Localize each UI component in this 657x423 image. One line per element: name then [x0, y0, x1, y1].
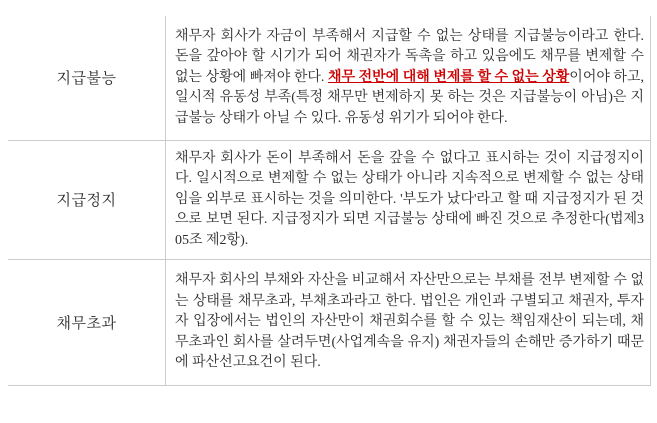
definition-text: 채무자 회사가 돈이 부족해서 돈을 갚을 수 없다고 표시하는 것이 지급정지이다. 일시적으로 변제할 수 없는 상태가 아니라 지속적으로 변제할 수 없는 상태임을 외부로 표시하는 것을 의미한다. '부도가 났다'라고 할 때 지급정지가 된 것으로 보면 된다. 지급정지가 되면 지급불능 상태에 빠진 것으로 추정한다(법제305조 제2항). [175, 150, 644, 248]
definition-text: 채무자 회사가 자금이 부족해서 지급할 수 없는 상태를 지급불능이라고 한다. 돈을 갚아야 할 시기가 되어 채권자가 독촉을 하고 있음에도 채무를 변제할 수 없는 상황에 빠져야 한다. [175, 28, 644, 85]
table-row-insolvency [8, 16, 651, 140]
term-label: 채무초과 [56, 316, 117, 332]
definition-cell [166, 16, 651, 140]
term-cell [8, 260, 166, 386]
term-label: 지급정지 [56, 193, 117, 210]
definition-text: 이어야 하고, 일시적 유동성 부족(특정 채무만 변제하지 못 하는 것은 지급불능이 아님)은 지급불능 상태가 아닐 수 있다. 유동성 위기가 되어야 한다. [175, 69, 644, 126]
term-cell [8, 140, 166, 260]
term-cell [8, 16, 166, 140]
table-row-suspension-of-payment [8, 140, 651, 260]
definition-cell [166, 260, 651, 386]
terms-definition-table [8, 16, 651, 386]
definition-cell [166, 140, 651, 260]
definition-text: 채무자 회사의 부채와 자산을 비교해서 자산만으로는 부채를 전부 변제할 수 없는 상태를 채무초과, 부채초과라고 한다. 법인은 개인과 구별되고 채권자, 투자자 입장에서는 법인의 자산만이 채권회수를 할 수 있는 책임재산이 되는데, 채무초과인 회사를 살려두면(사업계속을 유지) 채권자들의 손해만 증가하기 때문에 파산선고요건이 된다. [175, 273, 644, 371]
highlighted-text: 채무 전반에 대해 변제를 할 수 없는 상황 [327, 69, 570, 85]
term-label: 지급불능 [56, 71, 117, 88]
table-row-excess-liabilities [8, 260, 651, 386]
